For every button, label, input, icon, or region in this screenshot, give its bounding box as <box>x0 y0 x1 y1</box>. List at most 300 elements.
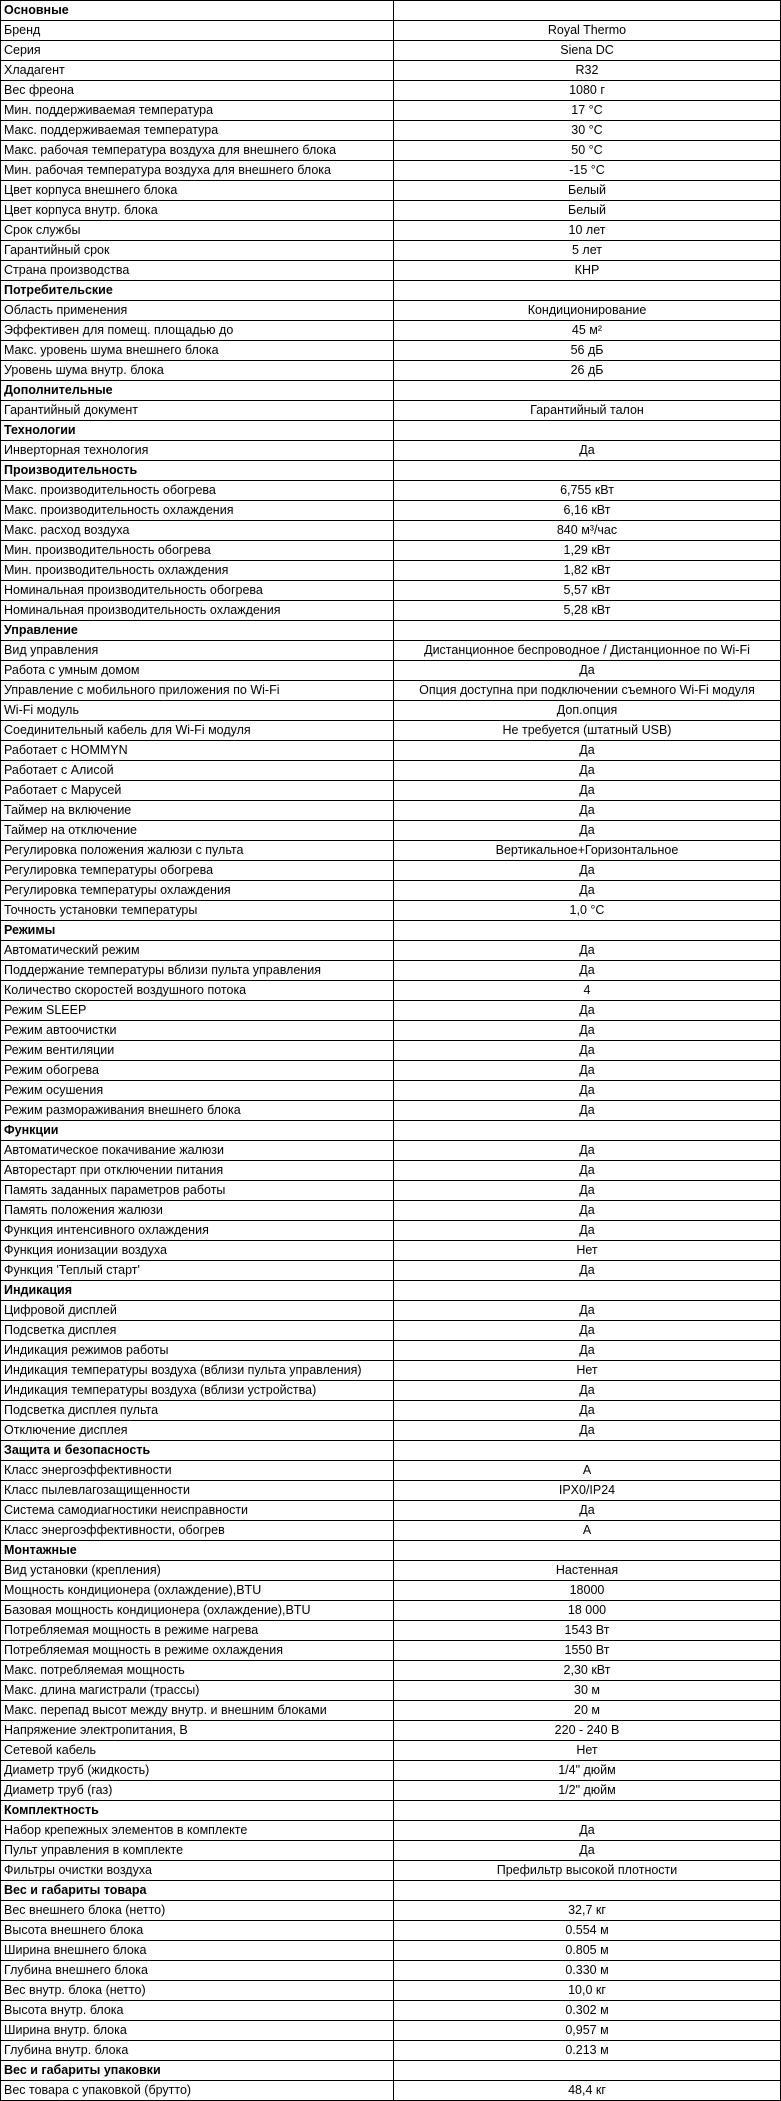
param-name: Точность установки температуры <box>1 901 394 921</box>
param-name: Индикация температуры воздуха (вблизи пульта управления) <box>1 1361 394 1381</box>
param-name: Подсветка дисплея пульта <box>1 1401 394 1421</box>
param-value: Да <box>394 1101 781 1121</box>
param-name: Мин. производительность охлаждения <box>1 561 394 581</box>
table-row <box>1 1101 781 1121</box>
param-value: IPX0/IP24 <box>394 1481 781 1501</box>
table-row <box>1 781 781 801</box>
table-row <box>1 841 781 861</box>
section-header-row <box>1 1541 781 1561</box>
param-name: Срок службы <box>1 221 394 241</box>
table-row <box>1 1781 781 1801</box>
table-row <box>1 1481 781 1501</box>
section-title: Вес и габариты упаковки <box>1 2061 394 2081</box>
param-value: Да <box>394 961 781 981</box>
param-value: 0.330 м <box>394 1961 781 1981</box>
param-name: Вид установки (крепления) <box>1 1561 394 1581</box>
param-value: 48,4 кг <box>394 2081 781 2101</box>
param-value: Да <box>394 1061 781 1081</box>
table-row <box>1 341 781 361</box>
section-title: Основные <box>1 1 394 21</box>
param-name: Режим автоочистки <box>1 1021 394 1041</box>
table-row <box>1 1961 781 1981</box>
table-row <box>1 501 781 521</box>
param-value: Не требуется (штатный USB) <box>394 721 781 741</box>
table-row <box>1 661 781 681</box>
table-row <box>1 241 781 261</box>
param-value: Да <box>394 1261 781 1281</box>
param-value: 30 м <box>394 1681 781 1701</box>
section-title: Индикация <box>1 1281 394 1301</box>
table-row <box>1 1241 781 1261</box>
param-name: Цифровой дисплей <box>1 1301 394 1321</box>
section-title: Комплектность <box>1 1801 394 1821</box>
section-title: Функции <box>1 1121 394 1141</box>
param-name: Память положения жалюзи <box>1 1201 394 1221</box>
table-row <box>1 881 781 901</box>
section-title: Технологии <box>1 421 394 441</box>
table-row <box>1 981 781 1001</box>
param-value: Нет <box>394 1241 781 1261</box>
param-name: Регулировка положения жалюзи с пульта <box>1 841 394 861</box>
param-value: 5 лет <box>394 241 781 261</box>
table-row <box>1 1321 781 1341</box>
param-name: Номинальная производительность обогрева <box>1 581 394 601</box>
section-empty-cell <box>394 281 781 301</box>
param-value: Да <box>394 781 781 801</box>
table-row <box>1 1041 781 1061</box>
table-row <box>1 1641 781 1661</box>
section-empty-cell <box>394 1541 781 1561</box>
param-value: Да <box>394 801 781 821</box>
table-row <box>1 1201 781 1221</box>
param-value: Да <box>394 1501 781 1521</box>
param-value: 1,29 кВт <box>394 541 781 561</box>
param-name: Инверторная технология <box>1 441 394 461</box>
param-value: Настенная <box>394 1561 781 1581</box>
table-row <box>1 1861 781 1881</box>
param-value: 1550 Вт <box>394 1641 781 1661</box>
table-row <box>1 561 781 581</box>
param-name: Ширина внешнего блока <box>1 1941 394 1961</box>
param-name: Глубина внутр. блока <box>1 2041 394 2061</box>
param-value: Да <box>394 1841 781 1861</box>
section-header-row <box>1 1281 781 1301</box>
table-row <box>1 1181 781 1201</box>
table-row <box>1 2041 781 2061</box>
table-row <box>1 1901 781 1921</box>
table-row <box>1 761 781 781</box>
param-name: Режим осушения <box>1 1081 394 1101</box>
param-value: Siena DC <box>394 41 781 61</box>
table-row <box>1 141 781 161</box>
param-value: 45 м² <box>394 321 781 341</box>
param-value: 1/4" дюйм <box>394 1761 781 1781</box>
param-name: Номинальная производительность охлаждения <box>1 601 394 621</box>
param-name: Ширина внутр. блока <box>1 2021 394 2041</box>
param-name: Индикация режимов работы <box>1 1341 394 1361</box>
table-row <box>1 1221 781 1241</box>
param-name: Диаметр труб (газ) <box>1 1781 394 1801</box>
param-name: Класс энергоэффективности <box>1 1461 394 1481</box>
param-name: Режим SLEEP <box>1 1001 394 1021</box>
table-row <box>1 1021 781 1041</box>
param-name: Макс. перепад высот между внутр. и внешним блоками <box>1 1701 394 1721</box>
table-row <box>1 1841 781 1861</box>
table-row <box>1 1261 781 1281</box>
param-value: 26 дБ <box>394 361 781 381</box>
table-row <box>1 1401 781 1421</box>
section-header-row <box>1 1801 781 1821</box>
param-value: 1543 Вт <box>394 1621 781 1641</box>
param-name: Сетевой кабель <box>1 1741 394 1761</box>
param-value: Гарантийный талон <box>394 401 781 421</box>
table-row <box>1 1381 781 1401</box>
table-row <box>1 1981 781 2001</box>
section-empty-cell <box>394 621 781 641</box>
param-value: A <box>394 1521 781 1541</box>
param-name: Набор крепежных элементов в комплекте <box>1 1821 394 1841</box>
table-row <box>1 1521 781 1541</box>
param-name: Хладагент <box>1 61 394 81</box>
param-name: Макс. потребляемая мощность <box>1 1661 394 1681</box>
table-row <box>1 301 781 321</box>
param-name: Регулировка температуры обогрева <box>1 861 394 881</box>
param-name: Вес товара с упаковкой (брутто) <box>1 2081 394 2101</box>
table-row <box>1 861 781 881</box>
param-name: Работает с HOMMYN <box>1 741 394 761</box>
param-value: 2,30 кВт <box>394 1661 781 1681</box>
param-name: Уровень шума внутр. блока <box>1 361 394 381</box>
table-row <box>1 821 781 841</box>
param-name: Фильтры очистки воздуха <box>1 1861 394 1881</box>
section-header-row <box>1 1 781 21</box>
param-value: 56 дБ <box>394 341 781 361</box>
param-name: Отключение дисплея <box>1 1421 394 1441</box>
param-name: Макс. расход воздуха <box>1 521 394 541</box>
param-name: Авторестарт при отключении питания <box>1 1161 394 1181</box>
param-name: Класс пылевлагозащищенности <box>1 1481 394 1501</box>
param-name: Таймер на включение <box>1 801 394 821</box>
param-value: 10 лет <box>394 221 781 241</box>
section-header-row <box>1 1121 781 1141</box>
table-row <box>1 361 781 381</box>
param-name: Мин. рабочая температура воздуха для внешнего блока <box>1 161 394 181</box>
table-row <box>1 521 781 541</box>
table-row <box>1 1761 781 1781</box>
param-name: Индикация температуры воздуха (вблизи устройства) <box>1 1381 394 1401</box>
param-value: Дистанционное беспроводное / Дистанционное по Wi-Fi <box>394 641 781 661</box>
param-value: Опция доступна при подключении съемного Wi-Fi модуля <box>394 681 781 701</box>
param-value: 1080 г <box>394 81 781 101</box>
table-row <box>1 401 781 421</box>
param-value: 0.213 м <box>394 2041 781 2061</box>
param-value: Да <box>394 661 781 681</box>
table-row <box>1 741 781 761</box>
param-name: Мин. производительность обогрева <box>1 541 394 561</box>
param-value: Вертикальное+Горизонтальное <box>394 841 781 861</box>
section-empty-cell <box>394 381 781 401</box>
table-row <box>1 701 781 721</box>
param-name: Память заданных параметров работы <box>1 1181 394 1201</box>
section-header-row <box>1 381 781 401</box>
param-value: 0.805 м <box>394 1941 781 1961</box>
param-name: Цвет корпуса внутр. блока <box>1 201 394 221</box>
param-name: Область применения <box>1 301 394 321</box>
param-value: Да <box>394 1221 781 1241</box>
param-name: Макс. поддерживаемая температура <box>1 121 394 141</box>
param-value: Да <box>394 1181 781 1201</box>
table-row <box>1 901 781 921</box>
section-title: Потребительские <box>1 281 394 301</box>
param-name: Количество скоростей воздушного потока <box>1 981 394 1001</box>
param-value: Да <box>394 1001 781 1021</box>
param-value: 50 °C <box>394 141 781 161</box>
table-row <box>1 441 781 461</box>
param-name: Напряжение электропитания, В <box>1 1721 394 1741</box>
table-row <box>1 201 781 221</box>
param-value: 10,0 кг <box>394 1981 781 2001</box>
section-header-row <box>1 281 781 301</box>
param-name: Гарантийный документ <box>1 401 394 421</box>
section-title: Режимы <box>1 921 394 941</box>
section-title: Производительность <box>1 461 394 481</box>
param-name: Поддержание температуры вблизи пульта управления <box>1 961 394 981</box>
table-row <box>1 1561 781 1581</box>
param-name: Работает с Алисой <box>1 761 394 781</box>
section-title: Дополнительные <box>1 381 394 401</box>
param-value: Да <box>394 1381 781 1401</box>
table-row <box>1 641 781 661</box>
param-name: Потребляемая мощность в режиме охлаждения <box>1 1641 394 1661</box>
param-value: 6,755 кВт <box>394 481 781 501</box>
param-value: Да <box>394 1341 781 1361</box>
param-value: Нет <box>394 1741 781 1761</box>
section-header-row <box>1 461 781 481</box>
param-name: Автоматическое покачивание жалюзи <box>1 1141 394 1161</box>
section-header-row <box>1 921 781 941</box>
table-row <box>1 1661 781 1681</box>
section-empty-cell <box>394 1121 781 1141</box>
param-value: Да <box>394 941 781 961</box>
param-value: Да <box>394 441 781 461</box>
section-empty-cell <box>394 1801 781 1821</box>
section-header-row <box>1 421 781 441</box>
param-value: 840 м³/час <box>394 521 781 541</box>
param-value: Белый <box>394 181 781 201</box>
table-row <box>1 1001 781 1021</box>
param-value: 30 °C <box>394 121 781 141</box>
section-empty-cell <box>394 1881 781 1901</box>
param-name: Диаметр труб (жидкость) <box>1 1761 394 1781</box>
table-row <box>1 681 781 701</box>
table-row <box>1 1681 781 1701</box>
param-name: Режим обогрева <box>1 1061 394 1081</box>
section-header-row <box>1 1881 781 1901</box>
param-name: Вид управления <box>1 641 394 661</box>
spec-table-body <box>1 1 781 2101</box>
table-row <box>1 581 781 601</box>
param-value: Да <box>394 861 781 881</box>
param-value: КНР <box>394 261 781 281</box>
param-value: 220 - 240 В <box>394 1721 781 1741</box>
table-row <box>1 1061 781 1081</box>
param-value: Да <box>394 741 781 761</box>
table-row <box>1 81 781 101</box>
param-value: 20 м <box>394 1701 781 1721</box>
param-name: Класс энергоэффективности, обогрев <box>1 1521 394 1541</box>
param-name: Гарантийный срок <box>1 241 394 261</box>
param-value: Да <box>394 1421 781 1441</box>
param-name: Макс. длина магистрали (трассы) <box>1 1681 394 1701</box>
section-empty-cell <box>394 1441 781 1461</box>
param-value: 18 000 <box>394 1601 781 1621</box>
param-value: 6,16 кВт <box>394 501 781 521</box>
section-header-row <box>1 621 781 641</box>
param-value: Да <box>394 1821 781 1841</box>
section-header-row <box>1 1441 781 1461</box>
table-row <box>1 1741 781 1761</box>
param-name: Страна производства <box>1 261 394 281</box>
table-row <box>1 1161 781 1181</box>
table-row <box>1 1941 781 1961</box>
param-name: Мин. поддерживаемая температура <box>1 101 394 121</box>
table-row <box>1 181 781 201</box>
table-row <box>1 1301 781 1321</box>
table-row <box>1 541 781 561</box>
param-value: 1/2" дюйм <box>394 1781 781 1801</box>
table-row <box>1 321 781 341</box>
table-row <box>1 261 781 281</box>
param-value: 4 <box>394 981 781 1001</box>
param-name: Базовая мощность кондиционера (охлаждение),BTU <box>1 1601 394 1621</box>
param-value: Да <box>394 1081 781 1101</box>
param-name: Макс. уровень шума внешнего блока <box>1 341 394 361</box>
param-name: Автоматический режим <box>1 941 394 961</box>
param-value: 5,57 кВт <box>394 581 781 601</box>
param-value: 0.302 м <box>394 2001 781 2021</box>
param-name: Подсветка дисплея <box>1 1321 394 1341</box>
table-row <box>1 1341 781 1361</box>
param-value: 0,957 м <box>394 2021 781 2041</box>
param-name: Мощность кондиционера (охлаждение),BTU <box>1 1581 394 1601</box>
section-empty-cell <box>394 2061 781 2081</box>
param-value: Нет <box>394 1361 781 1381</box>
param-value: Доп.опция <box>394 701 781 721</box>
param-value: 32,7 кг <box>394 1901 781 1921</box>
section-empty-cell <box>394 921 781 941</box>
table-row <box>1 41 781 61</box>
param-value: 1,0 °C <box>394 901 781 921</box>
section-empty-cell <box>394 1281 781 1301</box>
param-name: Пульт управления в комплекте <box>1 1841 394 1861</box>
param-value: Префильтр высокой плотности <box>394 1861 781 1881</box>
table-row <box>1 601 781 621</box>
param-value: Да <box>394 761 781 781</box>
table-row <box>1 21 781 41</box>
param-value: Да <box>394 1301 781 1321</box>
param-name: Глубина внешнего блока <box>1 1961 394 1981</box>
section-title: Защита и безопасность <box>1 1441 394 1461</box>
table-row <box>1 1501 781 1521</box>
param-value: Да <box>394 1201 781 1221</box>
table-row <box>1 1421 781 1441</box>
param-name: Высота внутр. блока <box>1 2001 394 2021</box>
table-row <box>1 1081 781 1101</box>
param-name: Цвет корпуса внешнего блока <box>1 181 394 201</box>
table-row <box>1 61 781 81</box>
table-row <box>1 1721 781 1741</box>
section-empty-cell <box>394 421 781 441</box>
param-name: Функция ионизации воздуха <box>1 1241 394 1261</box>
param-value: Royal Thermo <box>394 21 781 41</box>
table-row <box>1 1141 781 1161</box>
param-value: Да <box>394 1401 781 1421</box>
param-value: -15 °C <box>394 161 781 181</box>
param-name: Таймер на отключение <box>1 821 394 841</box>
table-row <box>1 1461 781 1481</box>
table-row <box>1 2001 781 2021</box>
param-name: Работа с умным домом <box>1 661 394 681</box>
param-name: Вес внешнего блока (нетто) <box>1 1901 394 1921</box>
param-value: R32 <box>394 61 781 81</box>
section-title: Монтажные <box>1 1541 394 1561</box>
section-title: Вес и габариты товара <box>1 1881 394 1901</box>
param-name: Макс. производительность обогрева <box>1 481 394 501</box>
param-value: Кондиционирование <box>394 301 781 321</box>
table-row <box>1 1361 781 1381</box>
table-row <box>1 481 781 501</box>
param-value: Да <box>394 1161 781 1181</box>
section-empty-cell <box>394 461 781 481</box>
param-name: Режим вентиляции <box>1 1041 394 1061</box>
table-row <box>1 2081 781 2101</box>
table-row <box>1 961 781 981</box>
table-row <box>1 721 781 741</box>
table-row <box>1 101 781 121</box>
param-value: 0.554 м <box>394 1921 781 1941</box>
param-value: 18000 <box>394 1581 781 1601</box>
param-value: Да <box>394 1041 781 1061</box>
param-name: Система самодиагностики неисправности <box>1 1501 394 1521</box>
param-value: 1,82 кВт <box>394 561 781 581</box>
param-name: Макс. производительность охлаждения <box>1 501 394 521</box>
table-row <box>1 1581 781 1601</box>
param-name: Wi-Fi модуль <box>1 701 394 721</box>
param-name: Высота внешнего блока <box>1 1921 394 1941</box>
param-name: Макс. рабочая температура воздуха для внешнего блока <box>1 141 394 161</box>
table-row <box>1 121 781 141</box>
table-row <box>1 161 781 181</box>
param-value: Да <box>394 821 781 841</box>
param-value: Да <box>394 881 781 901</box>
param-value: Да <box>394 1321 781 1341</box>
table-row <box>1 221 781 241</box>
param-name: Работает с Марусей <box>1 781 394 801</box>
section-title: Управление <box>1 621 394 641</box>
param-name: Эффективен для помещ. площадью до <box>1 321 394 341</box>
param-name: Соединительный кабель для Wi-Fi модуля <box>1 721 394 741</box>
param-value: A <box>394 1461 781 1481</box>
param-name: Потребляемая мощность в режиме нагрева <box>1 1621 394 1641</box>
param-value: 17 °C <box>394 101 781 121</box>
param-name: Управление с мобильного приложения по Wi-Fi <box>1 681 394 701</box>
section-empty-cell <box>394 1 781 21</box>
param-name: Регулировка температуры охлаждения <box>1 881 394 901</box>
table-row <box>1 1621 781 1641</box>
table-row <box>1 941 781 961</box>
param-name: Функция 'Теплый старт' <box>1 1261 394 1281</box>
param-value: Белый <box>394 201 781 221</box>
